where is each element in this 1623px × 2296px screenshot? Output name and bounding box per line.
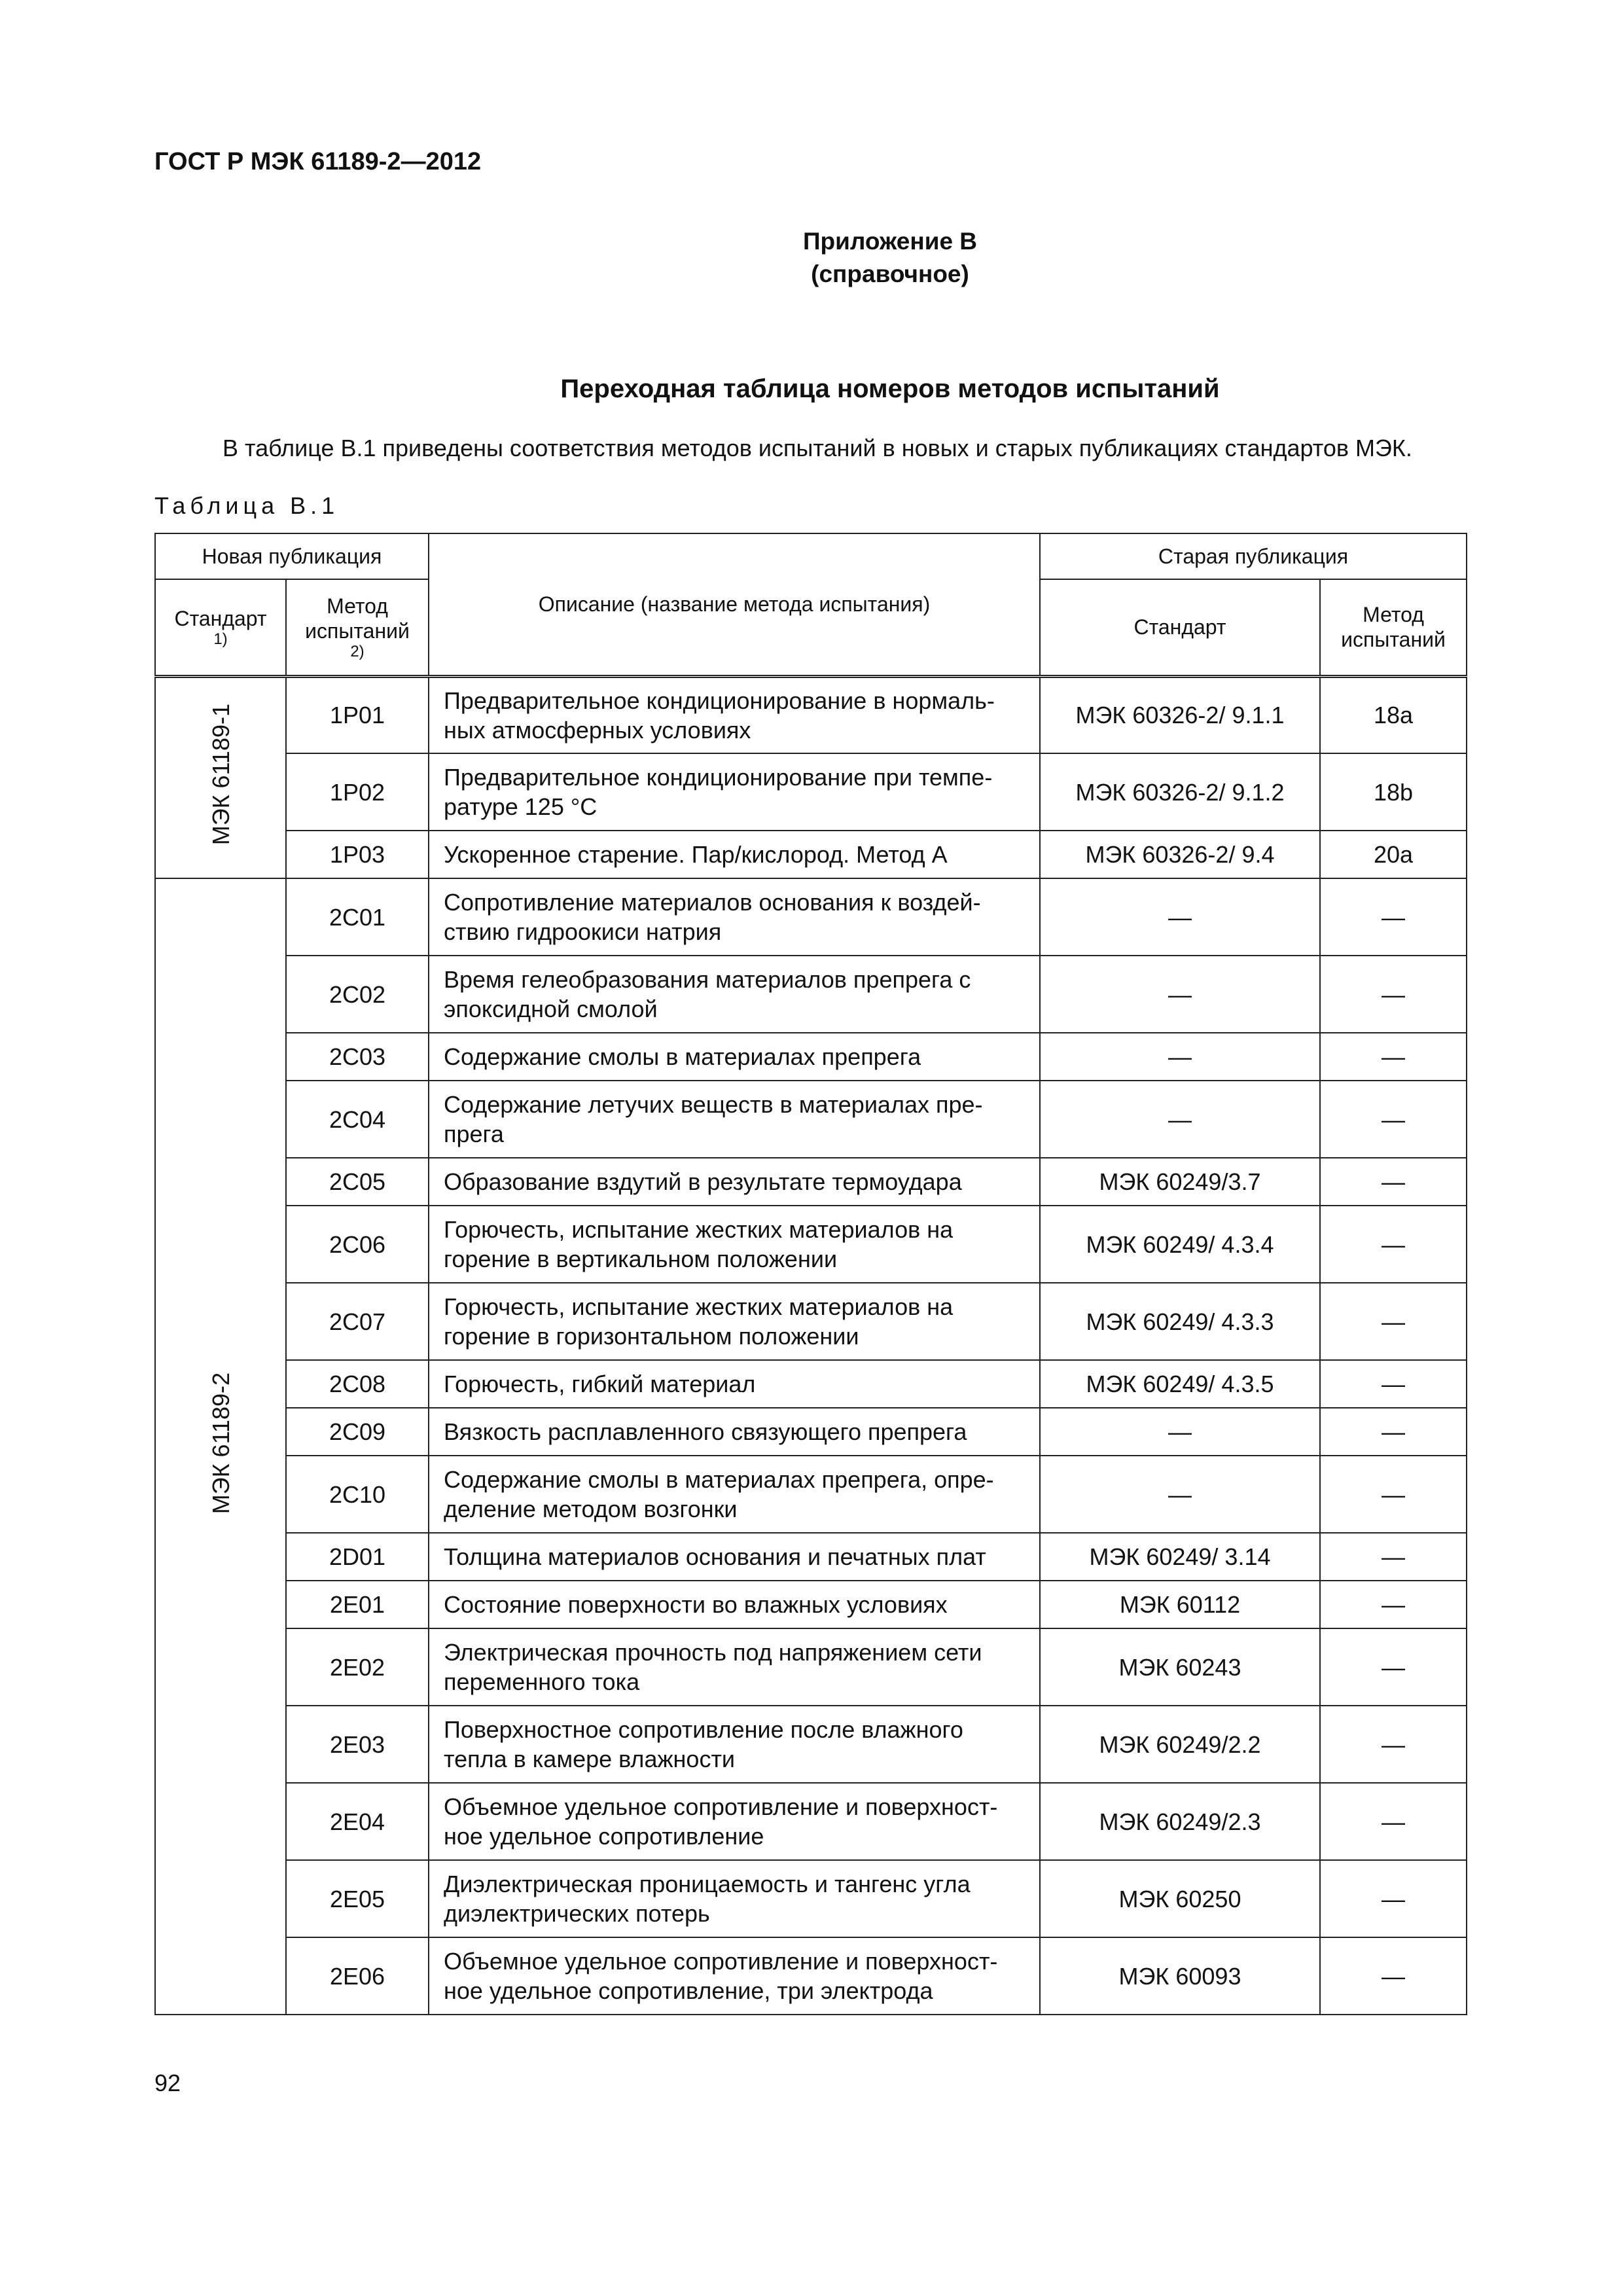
method-code-cell: 2С01 xyxy=(286,878,429,956)
table-row xyxy=(155,1408,1467,1456)
table-row xyxy=(155,831,1467,878)
table-row xyxy=(155,1206,1467,1283)
old-method-cell: 18a xyxy=(1320,676,1467,753)
old-method-cell: — xyxy=(1320,1081,1467,1158)
description-cell: Электрическая прочность под напряжением сети переменного тока xyxy=(429,1628,1040,1706)
description-cell: Горючесть, испытание жестких материалов на горение в вертикальном положении xyxy=(429,1206,1040,1283)
table-row xyxy=(155,676,1467,753)
old-method-cell: — xyxy=(1320,1581,1467,1628)
table-row xyxy=(155,1581,1467,1628)
method-code-cell: 2С06 xyxy=(286,1206,429,1283)
old-standard-cell: МЭК 60112 xyxy=(1040,1581,1320,1628)
old-method-cell: — xyxy=(1320,1033,1467,1081)
header-row-1 xyxy=(155,533,1467,579)
old-standard-cell: МЭК 60243 xyxy=(1040,1628,1320,1706)
old-standard-cell: — xyxy=(1040,1081,1320,1158)
description-cell: Поверхностное сопротивление после влажного тепла в камере влажности xyxy=(429,1706,1040,1783)
old-standard-cell: МЭК 60249/2.3 xyxy=(1040,1783,1320,1860)
old-method-cell: — xyxy=(1320,1628,1467,1706)
old-standard-cell: — xyxy=(1040,1033,1320,1081)
old-method-cell: — xyxy=(1320,1783,1467,1860)
method-footnote-mark: 2) xyxy=(350,643,365,661)
table-row xyxy=(155,1628,1467,1706)
old-method-cell: — xyxy=(1320,1206,1467,1283)
description-cell: Содержание смолы в материалах препрега xyxy=(429,1033,1040,1081)
header-description: Описание (название метода испытания) xyxy=(429,533,1040,676)
standard-footnote-mark: 1) xyxy=(213,630,228,649)
method-code-cell: 2Е01 xyxy=(286,1581,429,1628)
header-new-publication: Новая публикация xyxy=(155,533,429,579)
annex-heading xyxy=(0,225,1623,291)
old-standard-cell: — xyxy=(1040,956,1320,1033)
old-method-cell: — xyxy=(1320,1860,1467,1937)
table-row xyxy=(155,1158,1467,1206)
old-method-cell: — xyxy=(1320,1360,1467,1408)
old-method-cell: — xyxy=(1320,1937,1467,2015)
group-standard-cell xyxy=(155,676,286,878)
description-cell: Вязкость расплавленного связующего препрега xyxy=(429,1408,1040,1456)
method-code-cell: 2D01 xyxy=(286,1533,429,1581)
group-standard-cell xyxy=(155,878,286,2015)
transition-table xyxy=(154,533,1467,2015)
table-row xyxy=(155,1360,1467,1408)
old-standard-cell: МЭК 60249/ 4.3.5 xyxy=(1040,1360,1320,1408)
table-row xyxy=(155,1081,1467,1158)
table-row xyxy=(155,1860,1467,1937)
description-cell: Горючесть, гибкий материал xyxy=(429,1360,1040,1408)
old-method-cell: — xyxy=(1320,1408,1467,1456)
description-cell: Объемное удельное сопротивление и поверхност-ное удельное сопротивление, три электрода xyxy=(429,1937,1040,2015)
old-method-cell: 18b xyxy=(1320,753,1467,831)
old-standard-cell: МЭК 60249/3.7 xyxy=(1040,1158,1320,1206)
method-code-cell: 2Е03 xyxy=(286,1706,429,1783)
old-standard-cell: МЭК 60326-2/ 9.4 xyxy=(1040,831,1320,878)
header-old-publication: Старая публикация xyxy=(1040,533,1467,579)
old-standard-cell: МЭК 60093 xyxy=(1040,1937,1320,2015)
group-standard-label: МЭК 61189-1 xyxy=(207,704,234,846)
method-code-cell: 2С04 xyxy=(286,1081,429,1158)
description-cell: Время гелеобразования материалов препрега с эпоксидной смолой xyxy=(429,956,1040,1033)
old-standard-cell: МЭК 60249/ 4.3.3 xyxy=(1040,1283,1320,1360)
old-standard-cell: МЭК 60249/ 4.3.4 xyxy=(1040,1206,1320,1283)
page-number: 92 xyxy=(154,2070,181,2096)
table-caption: Таблица В.1 xyxy=(154,492,340,519)
old-standard-cell: — xyxy=(1040,878,1320,956)
table-row xyxy=(155,1937,1467,2015)
method-code-cell: 2Е04 xyxy=(286,1783,429,1860)
description-cell: Горючесть, испытание жестких материалов на горение в горизонтальном положении xyxy=(429,1283,1040,1360)
header-old-standard: Стандарт xyxy=(1040,579,1320,676)
old-standard-cell: МЭК 60249/ 3.14 xyxy=(1040,1533,1320,1581)
description-cell: Сопротивление материалов основания к воздей-ствию гидроокиси натрия xyxy=(429,878,1040,956)
old-standard-cell: — xyxy=(1040,1408,1320,1456)
method-code-cell: 1Р03 xyxy=(286,831,429,878)
description-cell: Диэлектрическая проницаемость и тангенс угла диэлектрических потерь xyxy=(429,1860,1040,1937)
table-body xyxy=(155,676,1467,2015)
header-method: Метод испытаний 2) xyxy=(286,579,429,676)
description-cell: Содержание смолы в материалах препрега, опре-деление методом возгонки xyxy=(429,1456,1040,1533)
old-method-cell: — xyxy=(1320,956,1467,1033)
method-code-cell: 1Р01 xyxy=(286,676,429,753)
old-standard-cell: МЭК 60326-2/ 9.1.1 xyxy=(1040,676,1320,753)
method-code-cell: 2С07 xyxy=(286,1283,429,1360)
method-code-cell: 2Е02 xyxy=(286,1628,429,1706)
old-standard-cell: МЭК 60326-2/ 9.1.2 xyxy=(1040,753,1320,831)
intro-paragraph: В таблице В.1 приведены соответствия методов испытаний в новых и старых публикациях стандартов МЭК. xyxy=(223,435,1412,461)
old-method-cell: — xyxy=(1320,1533,1467,1581)
description-cell: Объемное удельное сопротивление и поверхност-ное удельное сопротивление xyxy=(429,1783,1040,1860)
old-standard-cell: МЭК 60250 xyxy=(1040,1860,1320,1937)
old-standard-cell: МЭК 60249/2.2 xyxy=(1040,1706,1320,1783)
method-code-cell: 2С03 xyxy=(286,1033,429,1081)
table-row xyxy=(155,1033,1467,1081)
annex-subtitle: (справочное) xyxy=(811,260,969,287)
old-method-cell: — xyxy=(1320,1158,1467,1206)
method-code-cell: 2С08 xyxy=(286,1360,429,1408)
old-method-cell: — xyxy=(1320,878,1467,956)
header-standard: Стандарт 1) xyxy=(155,579,286,676)
old-method-cell: — xyxy=(1320,1456,1467,1533)
description-cell: Содержание летучих веществ в материалах пре-прега xyxy=(429,1081,1040,1158)
table-row xyxy=(155,753,1467,831)
table-row xyxy=(155,1533,1467,1581)
table-row xyxy=(155,1456,1467,1533)
group-standard-label: МЭК 61189-2 xyxy=(207,1372,234,1515)
description-cell: Ускоренное старение. Пар/кислород. Метод А xyxy=(429,831,1040,878)
header-old-method: Метод испытаний xyxy=(1320,579,1467,676)
method-code-cell: 2С09 xyxy=(286,1408,429,1456)
method-code-cell: 2Е05 xyxy=(286,1860,429,1937)
description-cell: Состояние поверхности во влажных условиях xyxy=(429,1581,1040,1628)
method-code-cell: 2С10 xyxy=(286,1456,429,1533)
table-row xyxy=(155,956,1467,1033)
section-title: Переходная таблица номеров методов испытаний xyxy=(560,374,1220,403)
description-cell: Толщина материалов основания и печатных плат xyxy=(429,1533,1040,1581)
document-code: ГОСТ Р МЭК 61189-2—2012 xyxy=(154,148,482,175)
description-cell: Образование вздутий в результате термоудара xyxy=(429,1158,1040,1206)
description-cell: Предварительное кондиционирование при темпе-ратуре 125 °С xyxy=(429,753,1040,831)
annex-title: Приложение В xyxy=(802,228,978,255)
method-code-cell: 2С05 xyxy=(286,1158,429,1206)
table-row xyxy=(155,1283,1467,1360)
table-row xyxy=(155,1706,1467,1783)
old-standard-cell: — xyxy=(1040,1456,1320,1533)
old-method-cell: 20a xyxy=(1320,831,1467,878)
method-code-cell: 2Е06 xyxy=(286,1937,429,2015)
old-method-cell: — xyxy=(1320,1283,1467,1360)
old-method-cell: — xyxy=(1320,1706,1467,1783)
method-code-cell: 1Р02 xyxy=(286,753,429,831)
table-row xyxy=(155,1783,1467,1860)
method-code-cell: 2С02 xyxy=(286,956,429,1033)
table-row xyxy=(155,878,1467,956)
description-cell: Предварительное кондиционирование в нормаль-ных атмосферных условиях xyxy=(429,676,1040,753)
